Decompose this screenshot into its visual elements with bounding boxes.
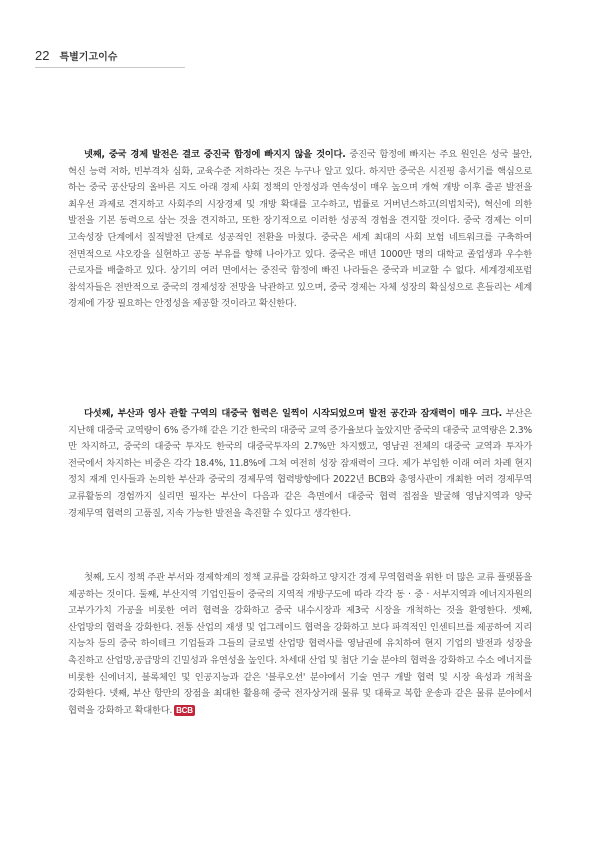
bcb-logo: BCB bbox=[176, 705, 193, 715]
page-header bbox=[35, 48, 117, 63]
section-title: 특별기고이슈 bbox=[59, 52, 118, 63]
paragraph-lead: 넷째, 중국 경제 발전은 결코 중진국 함정에 빠지지 않을 것이다. bbox=[84, 149, 346, 160]
paragraph-body: 중진국 함정에 빠지는 주요 원인은 성국 불안, 혁신 능력 저하, 빈부격차 심화, 교육수준 저하라는 것은 누구나 알고 있다. 하지만 중국은 시진핑 총서기를 핵심으로 하는 중국 공산당의 올바른 지도 아래 경제 사회 정책의 안정성과 연속성이 매우 높으며 개혁 개방 이후 줄곧 발전을 최우선 과제로 견지하고 사회주의 시장경제 및 개방 확대를 고수하고, 법률로 거버넌스하고(의법치국), 혁신에 의한 발전을 기본 동력으로 삼는 것을 견지하고, 또한 장기적으로 이러한 성공적 경험을 견지할 것이다. 중국 경제는 이미 고속성장 단계에서 질적발전 단계로 성공적인 전환을 마쳤다. 중국은 세계 최대의 사회 보험 네트워크를 구축하여 전면적으로 샤오캉을 실현하고 공동 부유를 향해 나아가고 있다. 중국은 매년 1000만 명의 대학교 졸업생과 우수한 근로자를 배출하고 있다. 상기의 여러 면에서는 중진국 함정에 빠진 나라들은 중국과 비교할 수 없다. 세계경제포럼 참석자들은 전반적으로 중국의 경제성장 전망을 낙관하고 있으며, 중국 경제는 자체 성장의 확실성으로 흔들리는 세계 경제에 가장 필요하는 안정성을 제공할 것이라고 확신한다. bbox=[68, 149, 533, 310]
paragraph-body: 첫째, 도시 정책 주관 부서와 경제학계의 정책 교류를 강화하고 양지간 경제 무역협력을 위한 더 많은 교류 플랫폼을 제공하는 것이다. 둘째, 부산지역 기업인들이 중국의 지역적 개방구도에 따라 각각 동 · 중 · 서부지역과 에너지자원의 고부가가치 가공을 비롯한 여러 협력을 강화하고 중국 내수시장과 제3국 시장을 개척하는 것을 환영한다. 셋째, 산업망의 협력을 강화한다. 전통 산업의 재생 및 업그레이드 협력을 강화하고 보다 파격적인 인센티브를 제공하여 지리 지능차 등의 중국 하이테크 기업들과 그들의 글로벌 산업망 협력사를 영남권에 유치하여 현지 기업의 발전과 성장을 촉진하고 산업망,공급망의 긴밀성과 유연성을 높인다. 차세대 산업 및 첨단 기술 분야의 협력을 강화하고 수소 에너지를 비롯한 신에너지, 블록체인 및 인공지능과 같은 '블루오션' 분야에서 기술 연구 개발 협력 및 시장 육성과 개척을 강화한다. 넷째, 부산 항만의 장점을 최대한 활용해 중국 전자상거래 물류 및 대륙교 복합 운송과 같은 물류 분야에서 협력을 강화하고 확대한다. bbox=[68, 572, 532, 716]
header-divider bbox=[35, 67, 185, 68]
paragraph-body: 부산은 지난해 대중국 교역량이 6% 증가해 같은 기간 한국의 대중국 교역 증가율보다 높았지만 중국의 대중국 교역량은 2.3%만 차지하고, 중국의 대중국 투자도 한국의 대중국투자의 2.7%만 차지했고, 영남권 전체의 대중국 교역과 투자가 전국에서 차지하는 비중은 각각 18.4%, 11.8%에 그쳐 여전히 성장 잠재력이 크다. 제가 부임한 이래 여러 차례 현지 정치 재계 인사들과 논의한 부산과 중국의 경제무역 협력방향에다 2022년 BCB와 총영사관이 개최한 여러 경제무역 교류활동의 경험까지 실리면 필자는 부산이 다음과 같은 측면에서 대중국 협력 접점을 발굴해 영남지역과 양국 경제무역 협력의 고품질, 지속 가능한 발전을 촉진할 수 있다고 생각한다. bbox=[68, 408, 532, 519]
paragraph-measures bbox=[68, 570, 532, 719]
paragraph-fourth bbox=[68, 147, 532, 313]
paragraph-lead: 다섯째, 부산과 영사 관할 구역의 대중국 협력은 일찍이 시작되었으며 발전 공간과 잠재력이 매우 크다. bbox=[84, 408, 502, 419]
page-number: 22 bbox=[35, 48, 50, 63]
paragraph-fifth bbox=[68, 406, 532, 522]
